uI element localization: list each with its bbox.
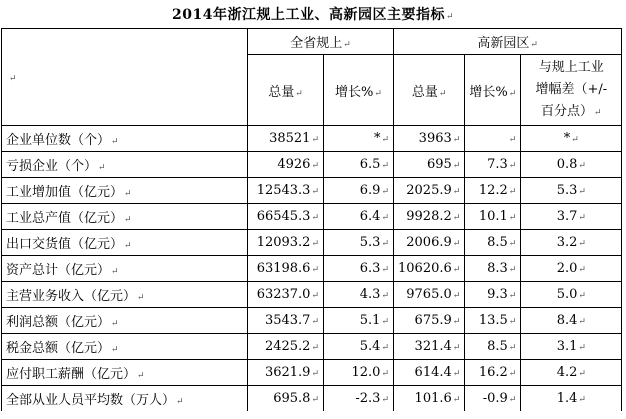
province-growth-cell-value: 6.3 bbox=[359, 261, 381, 276]
indicator-label-cell-value: 亏损企业（个） bbox=[6, 159, 98, 174]
paragraph-mark: ↵ bbox=[111, 319, 119, 329]
indicator-label-cell-value: 资产总计（亿元） bbox=[6, 263, 111, 278]
province-group-label: 全省规上 bbox=[290, 36, 343, 51]
diff-cell bbox=[521, 126, 622, 152]
table-row bbox=[2, 230, 622, 256]
zone-total-cell bbox=[394, 152, 465, 178]
zone-growth-cell bbox=[465, 126, 521, 152]
diff-cell-value: 5.0 bbox=[556, 287, 578, 302]
paragraph-mark: ↵ bbox=[311, 213, 319, 223]
zone-total-cell-value: 2006.9 bbox=[406, 235, 452, 250]
province-growth-label: 增长% bbox=[335, 84, 374, 100]
zone-growth-cell bbox=[465, 204, 521, 230]
paragraph-mark: ↵ bbox=[578, 291, 586, 301]
paragraph-mark: ↵ bbox=[508, 317, 517, 327]
province-total-cell bbox=[248, 334, 324, 360]
province-total-cell-value: 63198.6 bbox=[256, 261, 311, 276]
province-total-cell-value: 4926 bbox=[277, 157, 311, 172]
paragraph-mark: ↵ bbox=[578, 265, 586, 275]
paragraph-mark: ↵ bbox=[311, 395, 319, 405]
diff-cell-value: 5.3 bbox=[556, 183, 578, 198]
zone-growth-cell bbox=[465, 386, 521, 412]
indicator-label-cell-value: 税金总额（亿元） bbox=[6, 341, 111, 356]
zone-total-cell bbox=[394, 360, 465, 386]
paragraph-mark: ↵ bbox=[508, 88, 517, 99]
indicator-table bbox=[1, 28, 622, 411]
paragraph-mark: ↵ bbox=[381, 213, 389, 223]
indicator-label-cell-value: 主营业务收入（亿元） bbox=[6, 289, 137, 304]
paragraph-mark: ↵ bbox=[381, 369, 389, 379]
zone-growth-cell bbox=[465, 230, 521, 256]
zone-growth-cell bbox=[465, 360, 521, 386]
paragraph-mark: ↵ bbox=[452, 161, 461, 171]
zone-growth-cell bbox=[465, 334, 521, 360]
diff-cell-value: 1.4 bbox=[556, 391, 578, 406]
diff-header-line-3-text: 百分点） bbox=[541, 103, 594, 119]
province-group-header bbox=[248, 29, 394, 55]
diff-header bbox=[521, 55, 622, 126]
diff-cell bbox=[521, 256, 622, 282]
paragraph-mark: ↵ bbox=[311, 317, 319, 327]
paragraph-mark: ↵ bbox=[594, 107, 602, 118]
zone-total-cell-value: 675.9 bbox=[414, 313, 452, 328]
diff-cell bbox=[521, 360, 622, 386]
province-growth-cell bbox=[324, 152, 394, 178]
paragraph-mark: ↵ bbox=[508, 291, 517, 301]
paragraph-mark: ↵ bbox=[111, 137, 119, 147]
paragraph-mark: ↵ bbox=[124, 241, 132, 251]
province-total-cell-value: 38521 bbox=[269, 131, 311, 146]
paragraph-mark: ↵ bbox=[381, 187, 389, 197]
indicator-label-cell-value: 全部从业人员平均数（万人） bbox=[6, 393, 176, 408]
diff-header-line-3 bbox=[525, 101, 617, 124]
paragraph-mark: ↵ bbox=[452, 395, 461, 405]
province-total-cell bbox=[248, 282, 324, 308]
paragraph-mark: ↵ bbox=[381, 265, 389, 275]
zone-group-label: 高新园区 bbox=[477, 36, 530, 51]
province-total-cell bbox=[248, 360, 324, 386]
indicator-label-cell bbox=[2, 386, 248, 412]
province-total-cell-value: 63237.0 bbox=[256, 287, 311, 302]
paragraph-mark: ↵ bbox=[111, 345, 119, 355]
diff-header-line-2: 增幅差（+/- bbox=[535, 81, 608, 97]
paragraph-mark: ↵ bbox=[311, 161, 319, 171]
province-growth-cell-value: 6.5 bbox=[359, 157, 381, 172]
province-growth-cell-value: 5.4 bbox=[359, 339, 381, 354]
province-growth-cell-value: 12.0 bbox=[351, 365, 381, 380]
zone-growth-cell-value: 8.5 bbox=[487, 235, 508, 250]
province-total-cell bbox=[248, 204, 324, 230]
zone-growth-cell bbox=[465, 256, 521, 282]
paragraph-mark: ↵ bbox=[578, 161, 586, 171]
province-growth-cell bbox=[324, 126, 394, 152]
zone-total-cell bbox=[394, 256, 465, 282]
paragraph-mark: ↵ bbox=[9, 73, 17, 84]
paragraph-mark: ↵ bbox=[578, 239, 586, 249]
table-row bbox=[2, 334, 622, 360]
province-total-cell bbox=[248, 308, 324, 334]
province-total-header bbox=[248, 55, 324, 126]
province-total-cell-value: 12093.2 bbox=[256, 235, 311, 250]
paragraph-mark: ↵ bbox=[578, 395, 586, 405]
province-growth-cell-value: 6.4 bbox=[359, 209, 381, 224]
indicator-label-cell bbox=[2, 126, 248, 152]
zone-total-cell-value: 101.6 bbox=[414, 391, 452, 406]
zone-growth-cell-value: 12.2 bbox=[478, 183, 508, 198]
paragraph-mark: ↵ bbox=[452, 213, 461, 223]
paragraph-mark: ↵ bbox=[452, 265, 461, 275]
province-total-cell bbox=[248, 152, 324, 178]
zone-total-cell-value: 695 bbox=[426, 157, 452, 172]
paragraph-mark: ↵ bbox=[381, 135, 389, 145]
zone-total-cell-value: 10620.6 bbox=[398, 261, 452, 276]
table-row bbox=[2, 204, 622, 230]
province-total-cell bbox=[248, 256, 324, 282]
diff-cell-value: 0.8 bbox=[556, 157, 578, 172]
paragraph-mark: ↵ bbox=[578, 317, 586, 327]
table-row bbox=[2, 126, 622, 152]
paragraph-mark: ↵ bbox=[137, 293, 145, 303]
table-row bbox=[2, 178, 622, 204]
diff-cell bbox=[521, 178, 622, 204]
paragraph-mark: ↵ bbox=[508, 135, 517, 145]
paragraph-mark: ↵ bbox=[452, 187, 461, 197]
province-growth-cell-value: 6.9 bbox=[359, 183, 381, 198]
paragraph-mark: ↵ bbox=[98, 163, 106, 173]
paragraph-mark: ↵ bbox=[578, 213, 586, 223]
zone-total-cell-value: 2025.9 bbox=[406, 183, 452, 198]
indicator-label-cell-value: 工业增加值（亿元） bbox=[6, 185, 124, 200]
zone-growth-cell bbox=[465, 152, 521, 178]
province-total-cell-value: 3621.9 bbox=[264, 365, 311, 380]
province-total-cell-value: 2425.2 bbox=[264, 339, 311, 354]
paragraph-mark: ↵ bbox=[295, 88, 303, 99]
province-total-cell bbox=[248, 178, 324, 204]
zone-growth-cell-value: 16.2 bbox=[478, 365, 508, 380]
zone-growth-cell-value: 8.3 bbox=[487, 261, 508, 276]
diff-cell-value: 3.1 bbox=[556, 339, 578, 354]
paragraph-mark: ↵ bbox=[311, 135, 319, 145]
indicator-label-cell bbox=[2, 152, 248, 178]
diff-cell-value: 4.2 bbox=[556, 365, 578, 380]
province-growth-cell-value: * bbox=[373, 131, 381, 146]
diff-cell bbox=[521, 152, 622, 178]
zone-growth-cell bbox=[465, 178, 521, 204]
province-growth-cell bbox=[324, 334, 394, 360]
indicator-label-cell bbox=[2, 308, 248, 334]
paragraph-mark: ↵ bbox=[571, 135, 579, 145]
zone-growth-cell-value: -0.9 bbox=[482, 391, 508, 406]
province-total-label: 总量 bbox=[268, 84, 295, 100]
zone-growth-cell-value: 8.5 bbox=[487, 339, 508, 354]
indicator-label-cell bbox=[2, 360, 248, 386]
zone-total-cell bbox=[394, 308, 465, 334]
province-growth-cell bbox=[324, 256, 394, 282]
province-total-cell-value: 695.8 bbox=[273, 391, 311, 406]
paragraph-mark: ↵ bbox=[124, 215, 132, 225]
paragraph-mark: ↵ bbox=[508, 187, 517, 197]
paragraph-mark: ↵ bbox=[452, 291, 461, 301]
paragraph-mark: ↵ bbox=[137, 371, 145, 381]
diff-cell bbox=[521, 282, 622, 308]
table-body bbox=[2, 29, 622, 412]
zone-total-header bbox=[394, 55, 465, 126]
diff-cell-value: 8.4 bbox=[556, 313, 578, 328]
zone-growth-cell-value: 13.5 bbox=[478, 313, 508, 328]
province-growth-cell bbox=[324, 282, 394, 308]
paragraph-mark: ↵ bbox=[343, 40, 351, 50]
zone-total-cell bbox=[394, 230, 465, 256]
paragraph-mark: ↵ bbox=[374, 88, 382, 99]
province-growth-cell bbox=[324, 204, 394, 230]
paragraph-mark: ↵ bbox=[381, 239, 389, 249]
indicator-label-cell-value: 企业单位数（个） bbox=[6, 133, 111, 148]
paragraph-mark: ↵ bbox=[452, 135, 461, 145]
province-total-cell-value: 3543.7 bbox=[264, 313, 311, 328]
zone-total-label: 总量 bbox=[411, 84, 438, 100]
zone-growth-cell-value: 9.3 bbox=[487, 287, 508, 302]
indicator-label-cell bbox=[2, 178, 248, 204]
zone-total-cell bbox=[394, 126, 465, 152]
indicator-label-cell bbox=[2, 334, 248, 360]
paragraph-mark: ↵ bbox=[452, 239, 461, 249]
zone-total-cell bbox=[394, 178, 465, 204]
paragraph-mark: ↵ bbox=[381, 343, 389, 353]
paragraph-mark: ↵ bbox=[311, 239, 319, 249]
diff-header-line-1: 与规上工业 bbox=[538, 59, 604, 75]
zone-total-cell bbox=[394, 386, 465, 412]
province-growth-cell bbox=[324, 308, 394, 334]
group-header-row bbox=[2, 29, 622, 55]
diff-cell-value: * bbox=[563, 131, 571, 146]
diff-cell-value: 2.0 bbox=[556, 261, 578, 276]
zone-total-cell-value: 321.4 bbox=[414, 339, 452, 354]
paragraph-mark: ↵ bbox=[311, 265, 319, 275]
paragraph-mark: ↵ bbox=[311, 187, 319, 197]
zone-total-cell bbox=[394, 204, 465, 230]
zone-growth-cell bbox=[465, 282, 521, 308]
province-total-cell-value: 12543.3 bbox=[256, 183, 311, 198]
paragraph-mark: ↵ bbox=[508, 343, 517, 353]
province-total-cell bbox=[248, 386, 324, 412]
province-total-cell-value: 66545.3 bbox=[256, 209, 311, 224]
paragraph-mark: ↵ bbox=[452, 369, 461, 379]
paragraph-mark: ↵ bbox=[578, 187, 586, 197]
zone-growth-cell bbox=[465, 308, 521, 334]
province-growth-cell-value: 5.3 bbox=[359, 235, 381, 250]
zone-group-header bbox=[394, 29, 622, 55]
paragraph-mark: ↵ bbox=[381, 317, 389, 327]
paragraph-mark: ↵ bbox=[124, 189, 132, 199]
indicator-label-cell-value: 利润总额（亿元） bbox=[6, 315, 111, 330]
diff-cell bbox=[521, 386, 622, 412]
diff-cell bbox=[521, 334, 622, 360]
table-row bbox=[2, 256, 622, 282]
paragraph-mark: ↵ bbox=[381, 291, 389, 301]
paragraph-mark: ↵ bbox=[452, 343, 461, 353]
diff-cell-value: 3.2 bbox=[556, 235, 578, 250]
paragraph-mark: ↵ bbox=[438, 88, 447, 99]
diff-cell-value: 3.7 bbox=[556, 209, 578, 224]
paragraph-mark: ↵ bbox=[176, 397, 184, 407]
paragraph-mark: ↵ bbox=[111, 267, 119, 277]
paragraph-mark: ↵ bbox=[381, 161, 389, 171]
table-row bbox=[2, 152, 622, 178]
province-growth-header bbox=[324, 55, 394, 126]
paragraph-mark: ↵ bbox=[508, 265, 517, 275]
paragraph-mark: ↵ bbox=[445, 12, 454, 22]
paragraph-mark: ↵ bbox=[508, 395, 517, 405]
paragraph-mark: ↵ bbox=[311, 343, 319, 353]
zone-total-cell-value: 3963 bbox=[418, 131, 452, 146]
paragraph-mark: ↵ bbox=[508, 369, 517, 379]
table-title bbox=[0, 4, 626, 24]
province-growth-cell-value: 4.3 bbox=[359, 287, 381, 302]
paragraph-mark: ↵ bbox=[508, 239, 517, 249]
paragraph-mark: ↵ bbox=[578, 343, 586, 353]
zone-total-cell-value: 9928.2 bbox=[406, 209, 452, 224]
zone-growth-header bbox=[465, 55, 521, 126]
zone-growth-cell-value: 7.3 bbox=[487, 157, 508, 172]
indicator-label-cell bbox=[2, 204, 248, 230]
table-row bbox=[2, 360, 622, 386]
zone-total-cell bbox=[394, 282, 465, 308]
paragraph-mark: ↵ bbox=[508, 213, 517, 223]
province-growth-cell bbox=[324, 360, 394, 386]
province-growth-cell bbox=[324, 386, 394, 412]
province-total-cell bbox=[248, 230, 324, 256]
table-row bbox=[2, 386, 622, 412]
paragraph-mark: ↵ bbox=[311, 369, 319, 379]
table-row bbox=[2, 308, 622, 334]
province-growth-cell-value: -2.3 bbox=[355, 391, 381, 406]
indicator-label-cell bbox=[2, 230, 248, 256]
province-total-cell bbox=[248, 126, 324, 152]
province-growth-cell bbox=[324, 178, 394, 204]
paragraph-mark: ↵ bbox=[311, 291, 319, 301]
indicator-label-cell-value: 应付职工薪酬（亿元） bbox=[6, 367, 137, 382]
paragraph-mark: ↵ bbox=[381, 395, 389, 405]
table-row bbox=[2, 282, 622, 308]
zone-growth-cell-value: 10.1 bbox=[478, 209, 508, 224]
diff-cell bbox=[521, 308, 622, 334]
diff-cell bbox=[521, 230, 622, 256]
paragraph-mark: ↵ bbox=[578, 369, 586, 379]
indicator-label-cell-value: 工业总产值（亿元） bbox=[6, 211, 124, 226]
indicator-label-cell bbox=[2, 282, 248, 308]
province-growth-cell bbox=[324, 230, 394, 256]
paragraph-mark: ↵ bbox=[452, 317, 461, 327]
zone-total-cell bbox=[394, 334, 465, 360]
paragraph-mark: ↵ bbox=[530, 40, 538, 50]
diff-cell bbox=[521, 204, 622, 230]
paragraph-mark: ↵ bbox=[508, 161, 517, 171]
blank-corner-cell bbox=[2, 29, 248, 126]
zone-growth-label: 增长% bbox=[469, 84, 508, 100]
indicator-label-cell bbox=[2, 256, 248, 282]
zone-total-cell-value: 614.4 bbox=[414, 365, 452, 380]
province-growth-cell-value: 5.1 bbox=[359, 313, 381, 328]
table-title-text: 2014年浙江规上工业、高新园区主要指标 bbox=[171, 7, 445, 23]
zone-total-cell-value: 9765.0 bbox=[406, 287, 452, 302]
indicator-label-cell-value: 出口交货值（亿元） bbox=[6, 237, 124, 252]
